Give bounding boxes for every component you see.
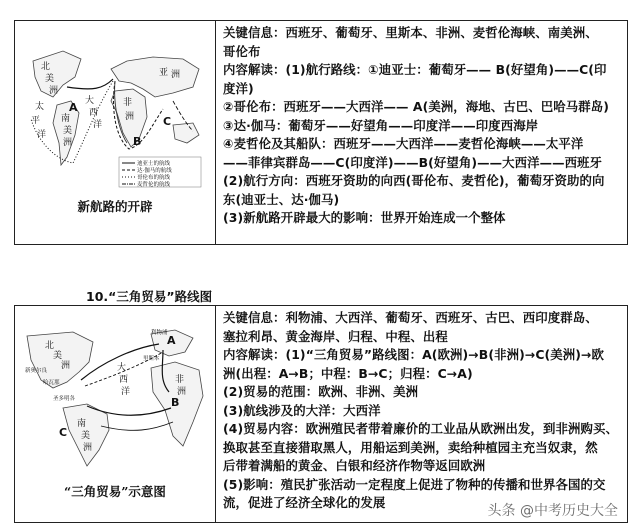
svg-text:B: B (171, 396, 180, 409)
line-text: 塞拉利昂、黄金海岸、归程、中程、出程 (223, 328, 448, 344)
route-table-1 (14, 20, 628, 245)
svg-text:非: 非 (123, 98, 133, 108)
svg-text:大: 大 (117, 363, 127, 373)
line-text: ②哥伦布：西班牙——大西洋—— A(美洲，海地、古巴、巴哈马群岛) (223, 99, 609, 114)
line-text: ④麦哲伦及其船队：西班牙——大西洋——麦哲伦海峡——太平洋 (223, 136, 584, 151)
svg-text:麦哲伦的航线: 麦哲伦的航线 (137, 182, 171, 188)
content-line (223, 172, 621, 191)
svg-text:洲: 洲 (125, 112, 135, 122)
content-line (223, 24, 621, 43)
svg-text:南: 南 (61, 114, 71, 124)
content-line (223, 98, 621, 117)
key-label: 关键信息： (223, 25, 286, 40)
svg-text:平: 平 (31, 116, 41, 126)
svg-text:哥伦布的航线: 哥伦布的航线 (137, 175, 171, 181)
svg-text:洋: 洋 (37, 130, 47, 140)
content-line (223, 80, 621, 99)
svg-text:利物浦: 利物浦 (151, 330, 168, 336)
svg-text:C: C (163, 115, 172, 128)
svg-text:洲: 洲 (171, 70, 181, 80)
line-text: 换取甚至直接猎取黑人，用船运到美洲，卖给种植园主充当奴隶，然 (223, 439, 598, 455)
content-line (223, 154, 621, 173)
key-label: 内容解读： (223, 62, 286, 77)
svg-text:美: 美 (45, 74, 55, 84)
content-line (223, 383, 621, 402)
line-text: (5)影响：殖民扩张活动一定程度上促进了物种的传播和世界各国的交 (223, 476, 606, 492)
svg-text:西: 西 (89, 108, 99, 118)
line-text: 哥伦布 (223, 43, 261, 59)
line-text: (3)航线涉及的大洋：大西洋 (223, 402, 381, 418)
content-line (223, 365, 621, 384)
svg-text:洋: 洋 (93, 120, 103, 130)
svg-text:洲: 洲 (177, 387, 187, 397)
section-heading: 10.“三角贸易”路线图 (86, 289, 213, 304)
content-line (223, 328, 621, 347)
map-caption-1: 新航路的开辟 (77, 199, 153, 214)
svg-text:C: C (59, 426, 68, 439)
svg-text:洋: 洋 (121, 387, 131, 397)
line-text: (4)贸易内容：欧洲殖民者带着廉价的工业品从欧洲出发，到非洲购买、 (223, 421, 618, 436)
map-cell-1 (15, 21, 216, 244)
key-label: 内容解读： (223, 347, 286, 362)
map1-label: 北 (41, 62, 51, 72)
svg-text:洲: 洲 (63, 138, 73, 148)
map-cell-2 (15, 306, 216, 522)
content-line (223, 420, 621, 439)
line-text: (1)航行路线：①迪亚士：葡萄牙—— B(好望角)——C(印 (285, 62, 607, 77)
svg-text:新奥尔良: 新奥尔良 (25, 368, 48, 374)
svg-text:美: 美 (81, 431, 91, 441)
line-text: (1)“三角贸易”路线图：A(欧洲)→B(非洲)→C(美洲)→欧 (285, 347, 604, 362)
svg-text:哈瓦那: 哈瓦那 (43, 380, 60, 386)
watermark (488, 500, 618, 520)
svg-text:迪亚士的航线: 迪亚士的航线 (137, 161, 171, 167)
triangle-trade-map (23, 326, 207, 474)
line-text: (2)航行方向：西班牙资助的向西(哥伦布、麦哲伦)，葡萄牙资助的向 (223, 173, 605, 188)
svg-text:亚: 亚 (159, 68, 169, 78)
line-text: 流，促进了经济全球化的发展 (223, 495, 386, 510)
content-line (223, 439, 621, 458)
content-cell-1 (216, 21, 627, 244)
svg-text:南: 南 (77, 419, 87, 429)
svg-text:非: 非 (175, 375, 185, 385)
new-routes-map (23, 39, 207, 189)
line-text: 后带着满船的黄金、白银和经济作物等返回欧洲 (223, 458, 486, 473)
svg-text:洲: 洲 (83, 443, 93, 453)
content-line (223, 402, 621, 421)
svg-text:美: 美 (53, 351, 63, 361)
line-text: (3)新航路开辟最大的影响：世界开始连成一个整体 (223, 210, 506, 225)
content-line (223, 209, 621, 228)
svg-text:北: 北 (45, 341, 55, 351)
svg-text:圣多明各: 圣多明各 (53, 396, 76, 402)
line-text: 西班牙、葡萄牙、里斯本、非洲、麦哲伦海峡、南美洲、 (285, 25, 598, 40)
svg-text:美: 美 (63, 126, 73, 136)
line-text: (2)贸易的范围：欧洲、非洲、美洲 (223, 384, 419, 399)
svg-text:里斯本: 里斯本 (143, 356, 160, 362)
svg-text:太: 太 (35, 102, 45, 112)
svg-text:A: A (167, 334, 176, 347)
line-text: 度洋) (223, 80, 254, 96)
svg-text:A: A (69, 101, 78, 114)
content-line (223, 61, 621, 80)
map-caption-2: “三角贸易”示意图 (64, 484, 166, 499)
content-line (223, 117, 621, 136)
line-text: ——菲律宾群岛——C(印度洋)——B(好望角)——大西洋——西班牙 (223, 154, 603, 170)
line-text: 东(迪亚士、达·伽马) (223, 191, 340, 207)
line-text: ③达·伽马：葡萄牙——好望角——印度洋——印度西海岸 (223, 117, 539, 133)
content-line (223, 346, 621, 365)
svg-text:B: B (133, 135, 142, 148)
svg-text:西: 西 (119, 375, 129, 385)
line-text: 洲(出程：A→B；中程：B→C；归程：C→A) (223, 365, 473, 381)
content-line (223, 43, 621, 62)
content-line (223, 191, 621, 210)
content-line (223, 135, 621, 154)
svg-text:洲: 洲 (49, 86, 59, 96)
content-cell-2 (216, 306, 627, 522)
svg-text:达·伽马的航线: 达·伽马的航线 (137, 168, 172, 174)
route-table-2 (14, 305, 628, 523)
content-line (223, 309, 621, 328)
svg-text:洲: 洲 (61, 361, 71, 371)
svg-text:大: 大 (85, 96, 95, 106)
watermark-text: 头条 @中考历史大全 (487, 503, 618, 519)
key-label: 关键信息： (223, 310, 286, 325)
content-line (223, 457, 621, 476)
content-line (223, 476, 621, 495)
line-text: 利物浦、大西洋、葡萄牙、西班牙、古巴、西印度群岛、 (285, 310, 598, 325)
